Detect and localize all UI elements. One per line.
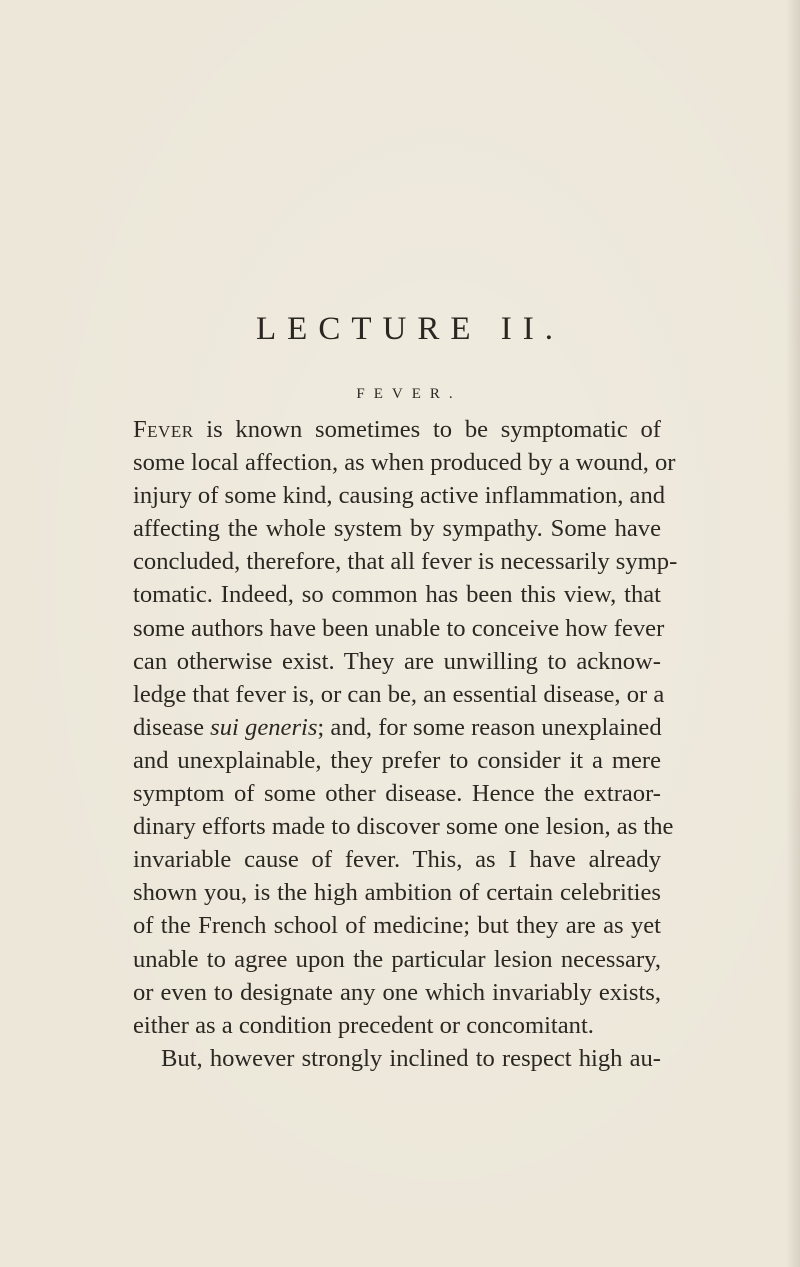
text-line: symptom of some other disease. Hence the extraor- (133, 780, 661, 808)
text-line: injury of some kind, causing active inflammation, and (133, 482, 666, 510)
text-line: concluded, therefore, that all fever is necessarily symp- (133, 548, 678, 576)
text-line: and unexplainable, they prefer to consider it a mere (133, 746, 661, 774)
body-paragraph (133, 413, 678, 1075)
text-line: dinary efforts made to discover some one lesion, as the (133, 813, 674, 841)
page-edge-shadow (786, 0, 800, 1267)
text-line: Fever is known sometimes to be symptomatic of (133, 416, 661, 443)
text-line: invariable cause of fever. This, as I have already (133, 846, 661, 874)
text-line: tomatic. Indeed, so common has been this view, that (133, 581, 661, 609)
text-line: some local affection, as when produced by a wound, or (133, 449, 676, 477)
text-line: disease sui generis; and, for some reason unexplained (133, 713, 662, 741)
italic-phrase: sui generis (210, 713, 318, 741)
text-line: of the French school of medicine; but they are as yet (133, 912, 661, 940)
text-line: But, however strongly inclined to respect high au- (161, 1044, 661, 1072)
text-line: or even to designate any one which invariably exists, (133, 978, 661, 1006)
section-heading: FEVER. (356, 386, 462, 402)
text-line: unable to agree upon the particular lesion necessary, (133, 945, 661, 973)
text-line: shown you, is the high ambition of certain celebrities (133, 879, 661, 907)
text-line: ledge that fever is, or can be, an essential disease, or a (133, 680, 665, 708)
lecture-heading: LECTURE II. (256, 311, 564, 347)
text-line: either as a condition precedent or concomitant. (133, 1011, 594, 1039)
text-line: can otherwise exist. They are unwilling to acknow- (133, 647, 661, 675)
lead-word: Fever (133, 416, 194, 443)
text-line: affecting the whole system by sympathy. Some have (133, 515, 661, 543)
text-line: some authors have been unable to conceive how fever (133, 614, 665, 642)
